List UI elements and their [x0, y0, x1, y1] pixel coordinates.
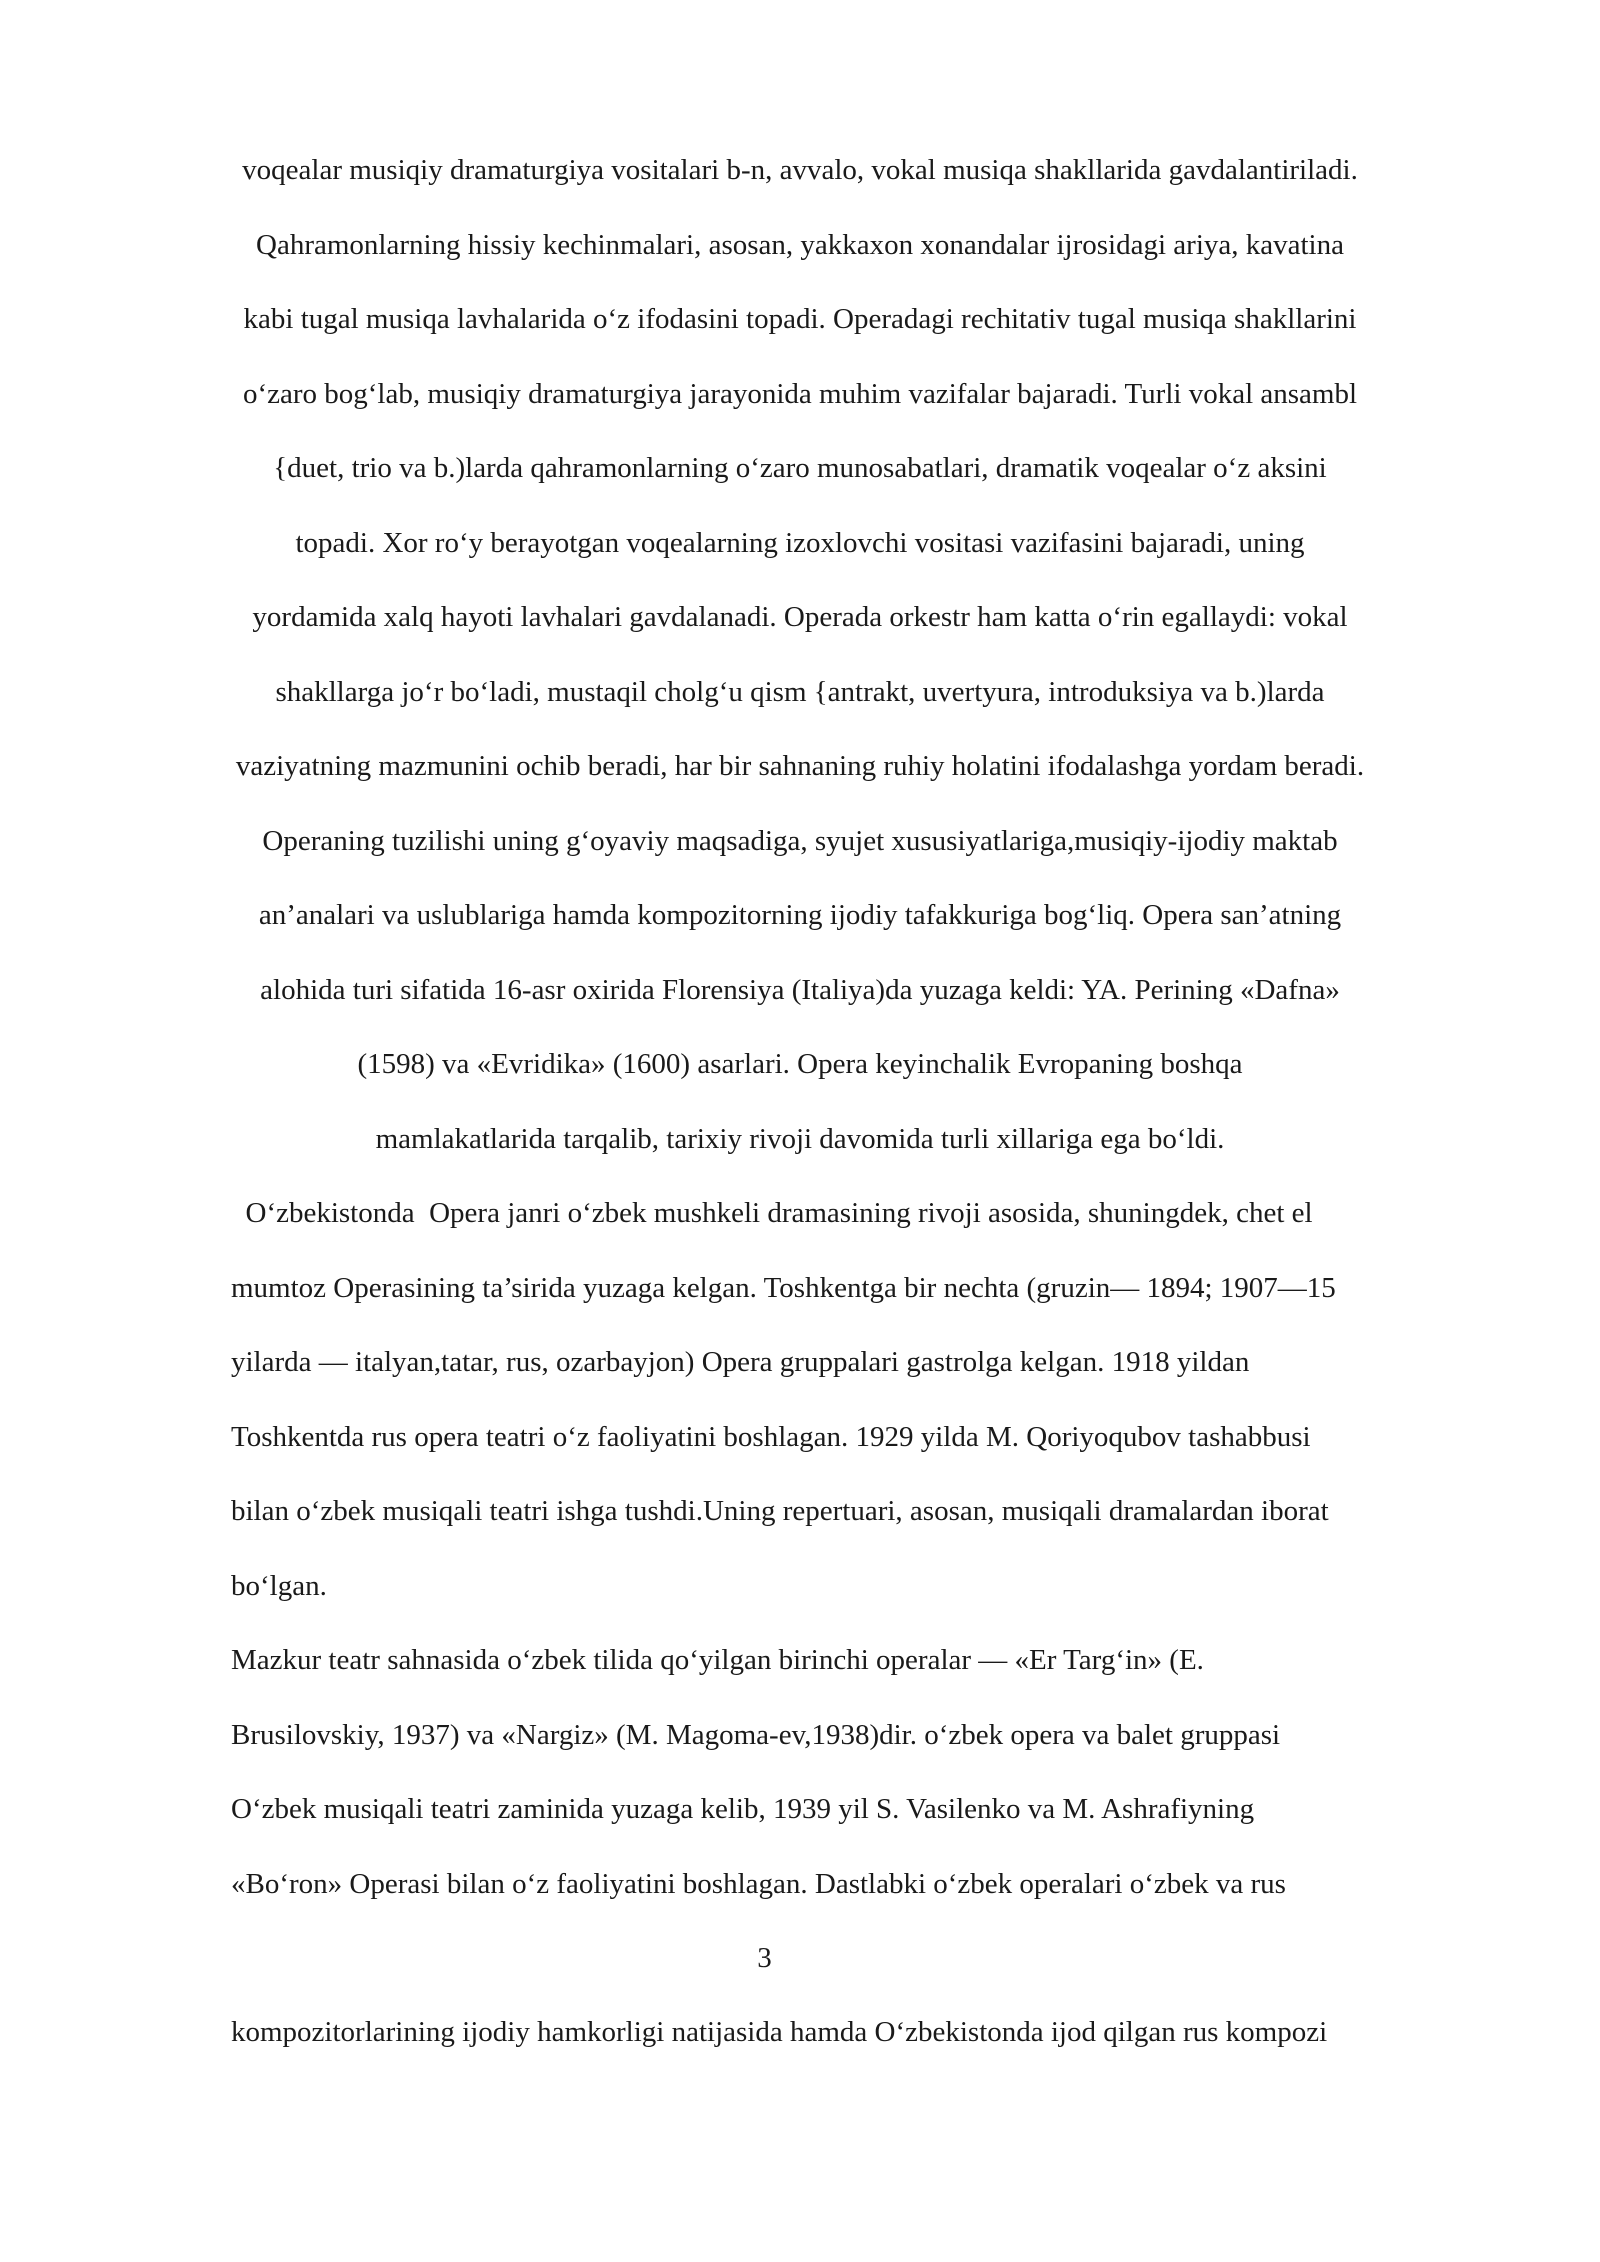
paragraph-1-line-2: Qahramonlarning hissiy kechinmalari, asosan, yakkaxon xonandalar ijrosidagi ariya, kavatina [256, 229, 1344, 261]
next-page-line: kompozitorlarining ijodiy hamkorligi natijasida hamda Oʻzbekistonda ijod qilgan rus kompozi [231, 2016, 1328, 2048]
paragraph-3-line-4: «Boʻron» Operasi bilan oʻz faoliyatini boshlagan. Dastlabki oʻzbek operalari oʻzbek va rus [231, 1868, 1286, 1900]
paragraph-2-line-3: yilarda — italyan,tatar, rus, ozarbayjon) Opera gruppalari gastrolga kelgan. 1918 yildan [231, 1346, 1250, 1378]
paragraph-1-line-6: topadi. Xor roʻy berayotgan voqealarning izoxlovchi vositasi vazifasini bajaradi, uning [295, 527, 1305, 559]
paragraph-1-line-8: shakllarga joʻr boʻladi, mustaqil cholgʻu qism {antrakt, uvertyura, introduksiya va b.)larda [275, 676, 1325, 708]
paragraph-2-line-4: Toshkentda rus opera teatri oʻz faoliyatini boshlagan. 1929 yilda M. Qoriyoqubov tashabbusi [231, 1421, 1311, 1453]
paragraph-3-line-1: Mazkur teatr sahnasida oʻzbek tilida qoʻyilgan birinchi operalar — «Er Targʻin» (E. [231, 1644, 1204, 1676]
paragraph-1-line-11: an’analari va uslublariga hamda kompozitorning ijodiy tafakkuriga bogʻliq. Opera san’atning [258, 899, 1342, 931]
paragraph-1-line-9: vaziyatning mazmunini ochib beradi, har bir sahnaning ruhiy holatini ifodalashga yordam beradi. [235, 750, 1365, 782]
paragraph-1-line-13: (1598) va «Evridika» (1600) asarlari. Opera keyinchalik Evropaning boshqa [357, 1048, 1243, 1080]
paragraph-1-line-4: oʻzaro bogʻlab, musiqiy dramaturgiya jarayonida muhim vazifalar bajaradi. Turli vokal ansambl [242, 378, 1358, 410]
paragraph-1-line-12: alohida turi sifatida 16-asr oxirida Florensiya (Italiya)da yuzaga keldi: YA. Perining «Dafna» [260, 974, 1340, 1006]
paragraph-2-line-1: Oʻzbekistonda Opera janri oʻzbek mushkeli dramasining rivoji asosida, shuningdek, chet el [231, 1197, 1313, 1229]
paragraph-2-line-5: bilan oʻzbek musiqali teatri ishga tushdi.Uning repertuari, asosan, musiqali dramalardan iborat [231, 1495, 1329, 1527]
paragraph-1-line-3: kabi tugal musiqa lavhalarida oʻz ifodasini topadi. Operadagi rechitativ tugal musiqa shakllarini [243, 303, 1357, 335]
paragraph-3-line-3: Oʻzbek musiqali teatri zaminida yuzaga kelib, 1939 yil S. Vasilenko va M. Ashrafiyning [231, 1793, 1255, 1825]
page-number: 3 [757, 1942, 772, 1974]
paragraph-2-line-2: mumtoz Operasining ta’sirida yuzaga kelgan. Toshkentga bir nechta (gruzin— 1894; 1907—15 [231, 1272, 1336, 1304]
paragraph-1-line-14: mamlakatlarida tarqalib, tarixiy rivoji davomida turli xillariga ega boʻldi. [375, 1123, 1225, 1155]
paragraph-1-line-7: yordamida xalq hayoti lavhalari gavdalanadi. Operada orkestr ham katta oʻrin egallaydi: vokal [252, 601, 1348, 633]
paragraph-1-line-5: {duet, trio va b.)larda qahramonlarning oʻzaro munosabatlari, dramatik voqealar oʻz aksini [273, 452, 1327, 484]
paragraph-1-line-10: Operaning tuzilishi uning gʻoyaviy maqsadiga, syujet xususiyatlariga,musiqiy-ijodiy maktab [262, 825, 1338, 857]
paragraph-1-line-1: voqealar musiqiy dramaturgiya vositalari b-n, avvalo, vokal musiqa shakllarida gavdalantiriladi. [242, 154, 1358, 186]
paragraph-2-line-6: boʻlgan. [231, 1570, 327, 1602]
paragraph-3-line-2: Brusilovskiy, 1937) va «Nargiz» (M. Magoma-ev,1938)dir. oʻzbek opera va balet gruppasi [231, 1719, 1281, 1751]
